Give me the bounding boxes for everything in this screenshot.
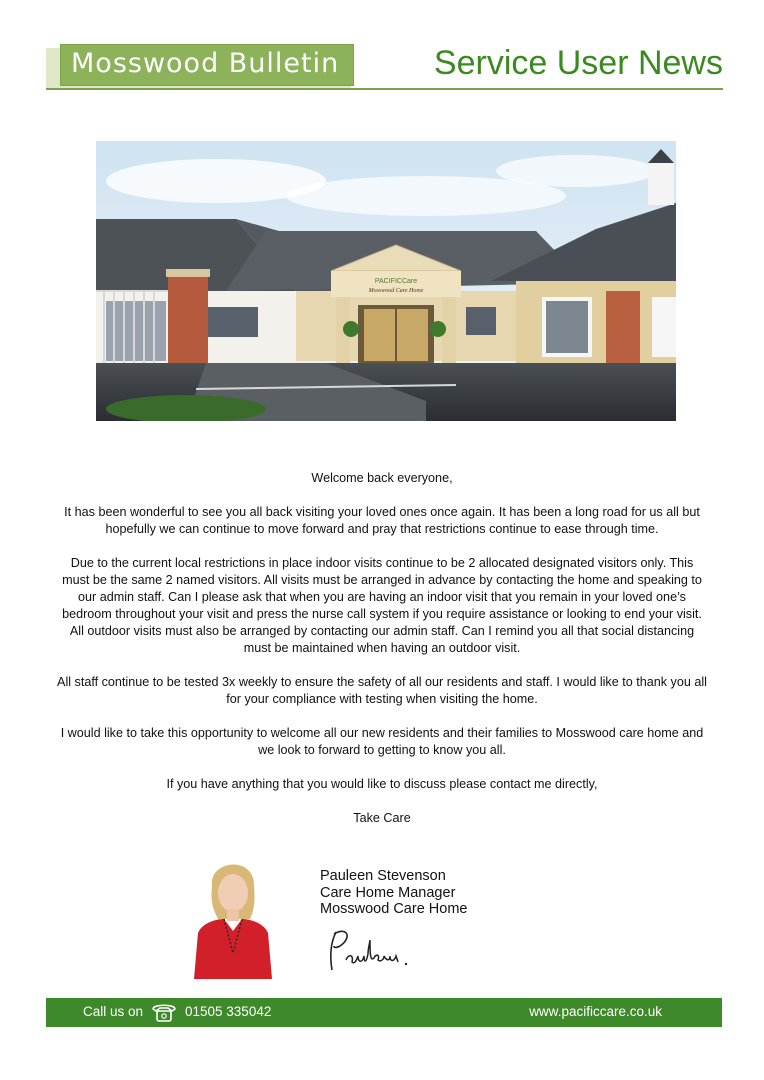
header-divider	[46, 88, 723, 90]
website-link[interactable]: www.pacificcare.co.uk	[529, 1004, 662, 1019]
letter-body	[56, 470, 708, 844]
letter-paragraph: Due to the current local restrictions in place indoor visits continue to be 2 allocated designated visitors only. This must be the same 2 named visitors. All visits must be arranged in advance by contacting the home and speaking to our admin staff. Can I please ask that when you are having an indoor visit that you remain in your loved one’s bedroom throughout your visit and press the nurse call system if you require assistance or looking to end your visit. All outdoor visits must also be arranged by contacting our admin staff. Can I remind you all that social distancing must be maintained when having an outdoor visit.	[62, 556, 702, 655]
letter-paragraph: It has been wonderful to see you all back visiting your loved ones once again. It has been a long road for us all but hopefully we can continue to move forward and pray that restrictions continue to ease through time.	[64, 505, 700, 536]
sign-brand: PACIFICCare	[374, 278, 418, 285]
contact-footer	[46, 998, 722, 1027]
letter-closing: Take Care	[353, 811, 411, 825]
letter-paragraph: If you have anything that you would like to discuss please contact me directly,	[166, 777, 598, 791]
manager-role: Care Home Manager	[320, 884, 456, 901]
brand-title: Mosswood Bulletin	[71, 48, 340, 79]
letter-greeting: Welcome back everyone,	[311, 471, 453, 485]
letter-paragraph: All staff continue to be tested 3x weekly to ensure the safety of all our residents and staff. I would like to thank you all for your compliance with testing when visiting the home.	[57, 675, 707, 706]
letter-paragraph: I would like to take this opportunity to welcome all our new residents and their families to Mosswood care home and we look to forward to getting to know you all.	[60, 726, 704, 757]
care-home-photo	[96, 141, 676, 421]
manager-name: Pauleen Stevenson	[320, 868, 446, 884]
sign-name: Mosswood Care Home	[368, 288, 424, 294]
brand-banner	[60, 44, 354, 86]
bulletin-header	[46, 40, 723, 92]
signature-block	[320, 868, 467, 918]
manager-home: Mosswood Care Home	[320, 901, 468, 917]
phone-number[interactable]: 01505 335042	[185, 1004, 272, 1019]
manager-photo	[190, 853, 276, 979]
page-title: Service User News	[433, 44, 723, 82]
call-label: Call us on	[83, 1004, 144, 1019]
handwritten-signature	[322, 924, 422, 978]
telephone-icon	[150, 1001, 178, 1023]
